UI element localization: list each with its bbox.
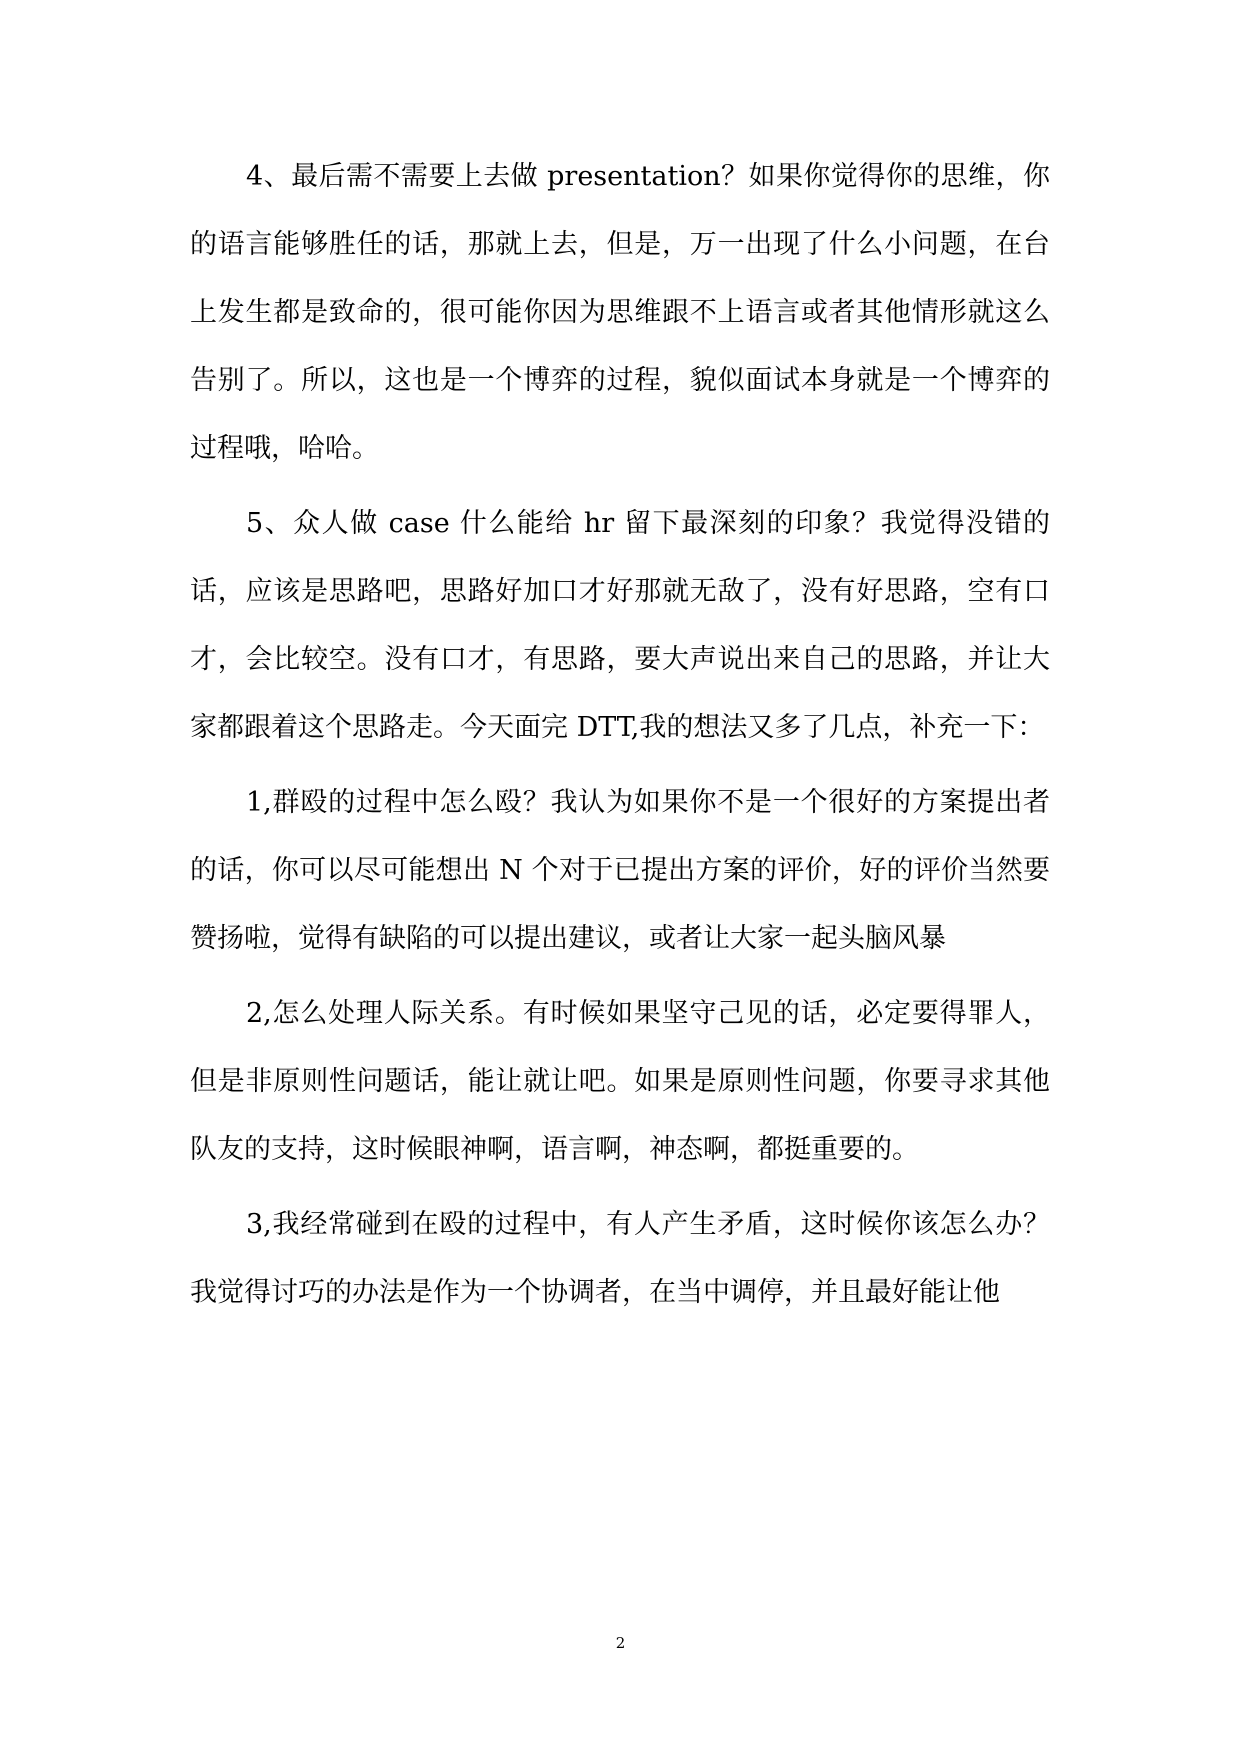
paragraph-2-relationships: 2,怎么处理人际关系。有时候如果坚守己见的话，必定要得罪人，但是非原则性问题话，能让就让吧。如果是原则性问题，你要寻求其他队友的支持，这时候眼神啊，语言啊，神态啊，都挺重要的。: [190, 998, 1050, 1165]
paragraph-5-case-impression: 5、众人做 case 什么能给 hr 留下最深刻的印象？我觉得没错的话，应该是思路吧，思路好加口才好那就无敌了，没有好思路，空有口才，会比较空。没有口才，有思路，要大声说出来自己的思路，并让大家都跟着这个思路走。今天面完 DTT,我的想法又多了几点，补充一下：: [190, 508, 1050, 743]
document-body: [190, 143, 1050, 1334]
paragraph-3-conflict: 3,我经常碰到在殴的过程中，有人产生矛盾，这时候你该怎么办？我觉得讨巧的办法是作为一个协调者，在当中调停，并且最好能让他: [190, 1209, 1050, 1308]
paragraph-1-group-discussion: 1,群殴的过程中怎么殴？我认为如果你不是一个很好的方案提出者的话，你可以尽可能想出 N 个对于已提出方案的评价，好的评价当然要赞扬啦，觉得有缺陷的可以提出建议，或者让大家一起头脑风暴: [190, 787, 1050, 954]
paragraph-4-presentation: 4、最后需不需要上去做 presentation？如果你觉得你的思维，你的语言能够胜任的话，那就上去，但是，万一出现了什么小问题，在台上发生都是致命的，很可能你因为思维跟不上语言或者其他情形就这么告别了。所以，这也是一个博弈的过程，貌似面试本身就是一个博弈的过程哦，哈哈。: [190, 161, 1050, 464]
page-number: 2: [615, 1634, 626, 1652]
